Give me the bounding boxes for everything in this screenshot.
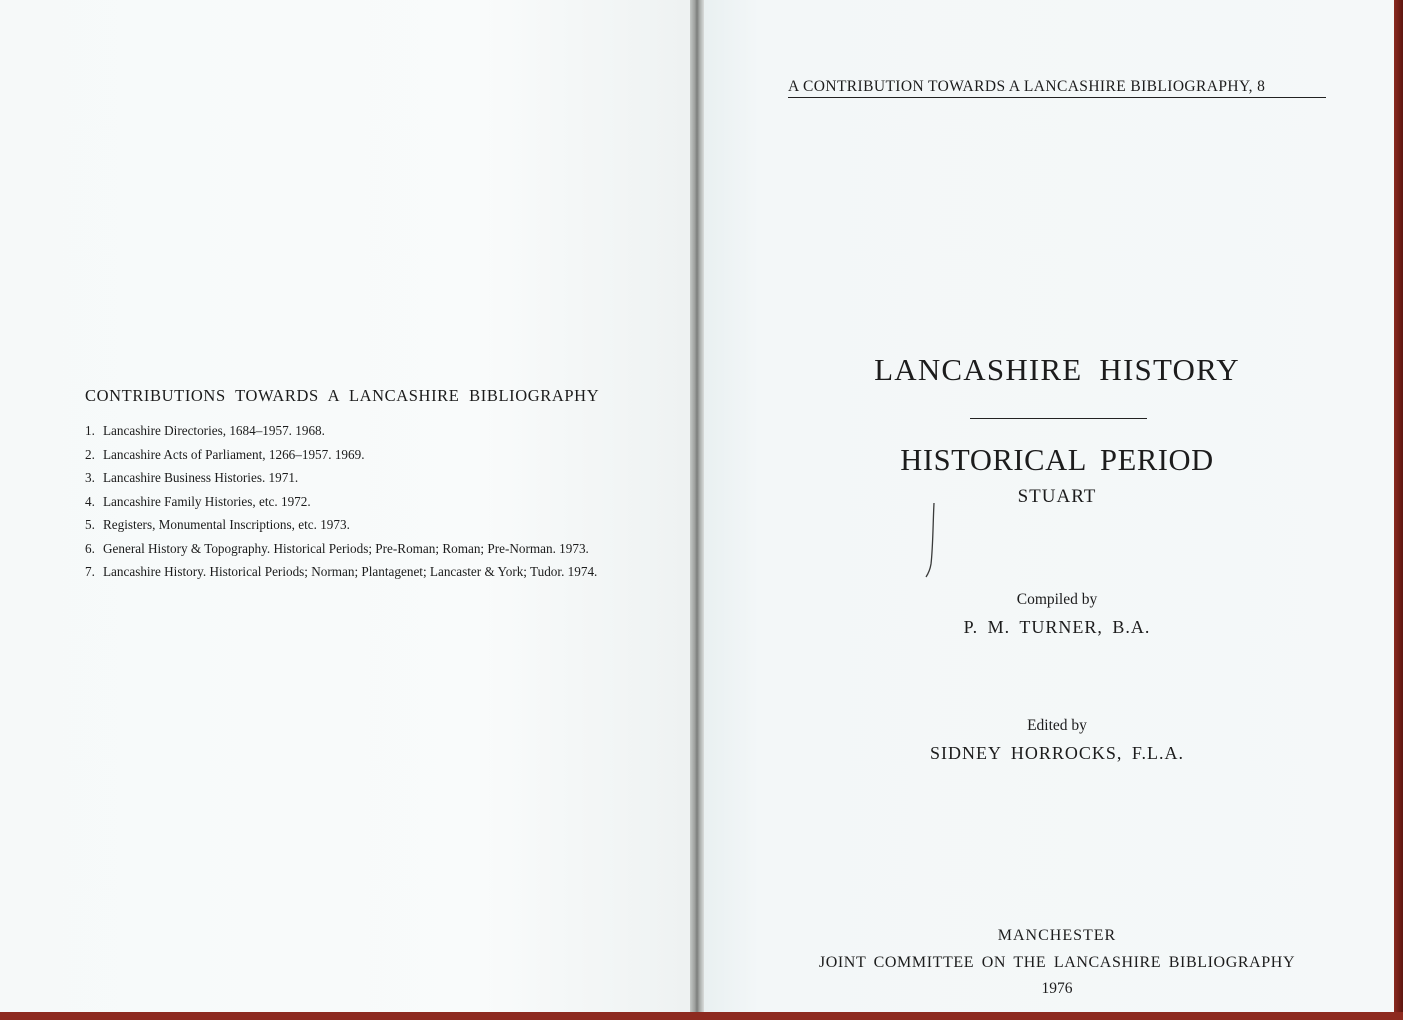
compiler-name: P. M. TURNER, B.A. [963, 617, 1151, 637]
cover-edge-bottom [0, 1012, 1403, 1020]
series-item-title: Lancashire Directories, 1684–1957. 1968. [103, 423, 325, 438]
series-heading: CONTRIBUTIONS TOWARDS A LANCASHIRE BIBLIOGRAPHY [85, 386, 600, 405]
series-item-title: Lancashire Family Histories, etc. 1972. [103, 493, 311, 509]
series-item-5 [85, 518, 627, 531]
series-item-3 [85, 471, 627, 484]
title-rule [970, 418, 1147, 419]
series-item-number: 1. [85, 423, 95, 438]
series-item-1 [85, 424, 627, 437]
series-item-title: General History & Topography. Historical Periods; Pre-Roman; Roman; Pre-Norman. 1973. [103, 540, 589, 556]
series-item-title: Lancashire History. Historical Periods; Norman; Plantagenet; Lancaster & York; Tudor. 1974. [103, 564, 598, 579]
edited-by-label: Edited by [1027, 717, 1087, 734]
series-list [85, 424, 627, 589]
series-item-number: 4. [85, 493, 95, 509]
publisher-name: JOINT COMMITTEE ON THE LANCASHIRE BIBLIOGRAPHY [818, 954, 1296, 971]
series-item-6 [85, 542, 627, 555]
series-item-title: Lancashire Acts of Parliament, 1266–1957. 1969. [103, 446, 365, 462]
series-item-number: 5. [85, 517, 95, 532]
series-item-title: Registers, Monumental Inscriptions, etc. 1973. [103, 517, 350, 532]
series-item-number: 2. [85, 446, 95, 462]
publication-year: 1976 [1041, 980, 1073, 997]
series-item-4 [85, 495, 627, 508]
book-gutter [690, 0, 704, 1020]
pencil-mark [925, 502, 939, 578]
series-item-number: 6. [85, 540, 95, 556]
series-item-7 [85, 565, 627, 578]
series-item-2 [85, 448, 627, 461]
historical-period-heading: HISTORICAL PERIOD [900, 443, 1214, 477]
compiled-by-label: Compiled by [1016, 591, 1098, 608]
series-item-number: 7. [85, 564, 95, 579]
running-head: A CONTRIBUTION TOWARDS A LANCASHIRE BIBLIOGRAPHY, 8 [788, 78, 1326, 98]
editor-name: SIDNEY HORROCKS, F.L.A. [930, 743, 1184, 763]
right-page [704, 0, 1394, 1020]
cover-edge-right [1394, 0, 1403, 1020]
sub-period-heading: STUART [1017, 486, 1097, 507]
series-item-number: 3. [85, 470, 95, 485]
series-item-title: Lancashire Business Histories. 1971. [103, 470, 299, 485]
publication-place: MANCHESTER [997, 927, 1117, 944]
book-title: LANCASHIRE HISTORY [874, 352, 1240, 387]
